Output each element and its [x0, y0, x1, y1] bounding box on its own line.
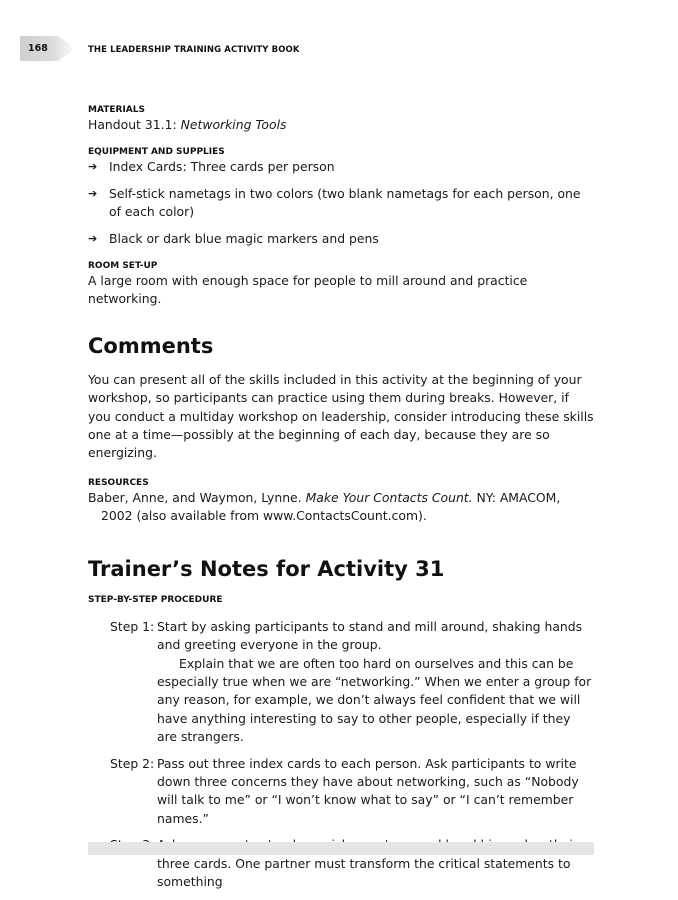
citation-title: Make Your Contacts Count.: [305, 489, 473, 505]
arrow-right-icon: ➔: [88, 231, 98, 245]
step-body: [157, 618, 594, 747]
list-item: [88, 158, 594, 176]
step-label: Step 2:: [110, 755, 155, 771]
resources-citation: [88, 489, 594, 526]
list-item-text: Index Cards: Three cards per person: [109, 159, 335, 175]
citation-publisher: NY: AMACOM, 2002 (also available from www.ContactsCount.com).: [101, 489, 561, 524]
arrow-right-icon: ➔: [88, 160, 98, 174]
comments-text: You can present all of the skills included in this activity at the beginning of your workshop, so participants can practice using them during breaks. However, if you conduct a multiday workshop on leadership, consider introducing these skills one at a time—possibly at the beginning of each day, because they are so energizing.: [88, 371, 594, 461]
step-body: [157, 755, 594, 829]
equipment-label: EQUIPMENT AND SUPPLIES: [88, 147, 225, 158]
procedure-label: STEP-BY-STEP PROCEDURE: [88, 594, 223, 605]
resources-section: [88, 477, 594, 526]
page-number: 168: [28, 43, 48, 54]
step-text: Pass out three index cards to each person. Ask participants to write down three concerns they have about networking, such as “Nobody will talk to me” or “I won’t know what to say” or “I can’t remember names.”: [157, 755, 579, 826]
materials-handout-title: Networking Tools: [180, 117, 287, 132]
materials-handout-number: Handout 31.1:: [88, 117, 181, 132]
step-item: [88, 618, 594, 747]
materials-text: [88, 116, 594, 134]
room-setup-section: [88, 260, 594, 309]
footer-bar: [88, 842, 594, 855]
citation-authors: Baber, Anne, and Waymon, Lynne.: [88, 489, 306, 505]
equipment-list: [88, 158, 594, 248]
page-content: [88, 104, 594, 899]
step-text: three cards. One partner must transform the critical statements to something: [157, 855, 571, 889]
room-setup-text: A large room with enough space for people to mill around and practice networking.: [88, 273, 528, 307]
room-setup-label: ROOM SET-UP: [88, 261, 158, 272]
step-continuation: Explain that we are often too hard on ourselves and this can be especially true when we are “networking.” When we enter a group for any reason, for example, we don’t always feel confident that we will have anything interesting to say to other people, especially if they are strangers.: [157, 655, 592, 745]
list-item: [88, 185, 594, 222]
list-item-text: Self-stick nametags in two colors (two blank nametags for each person, one of each color): [109, 185, 581, 220]
step-item: [88, 755, 594, 829]
comments-heading: Comments: [88, 333, 214, 358]
materials-label: MATERIALS: [88, 105, 145, 115]
step-label: Step 1:: [110, 618, 155, 634]
list-item: [88, 230, 594, 248]
arrow-right-icon: ➔: [88, 186, 98, 200]
list-item-text: Black or dark blue magic markers and pens: [109, 230, 379, 246]
trainer-notes-heading: Trainer’s Notes for Activity 31: [88, 556, 445, 581]
step-text: Start by asking participants to stand and mill around, shaking hands and greeting everyone in the group.: [157, 618, 583, 653]
running-title: THE LEADERSHIP TRAINING ACTIVITY BOOK: [88, 45, 300, 55]
materials-section: [88, 104, 594, 134]
resources-label: RESOURCES: [88, 477, 149, 488]
equipment-section: [88, 146, 594, 248]
